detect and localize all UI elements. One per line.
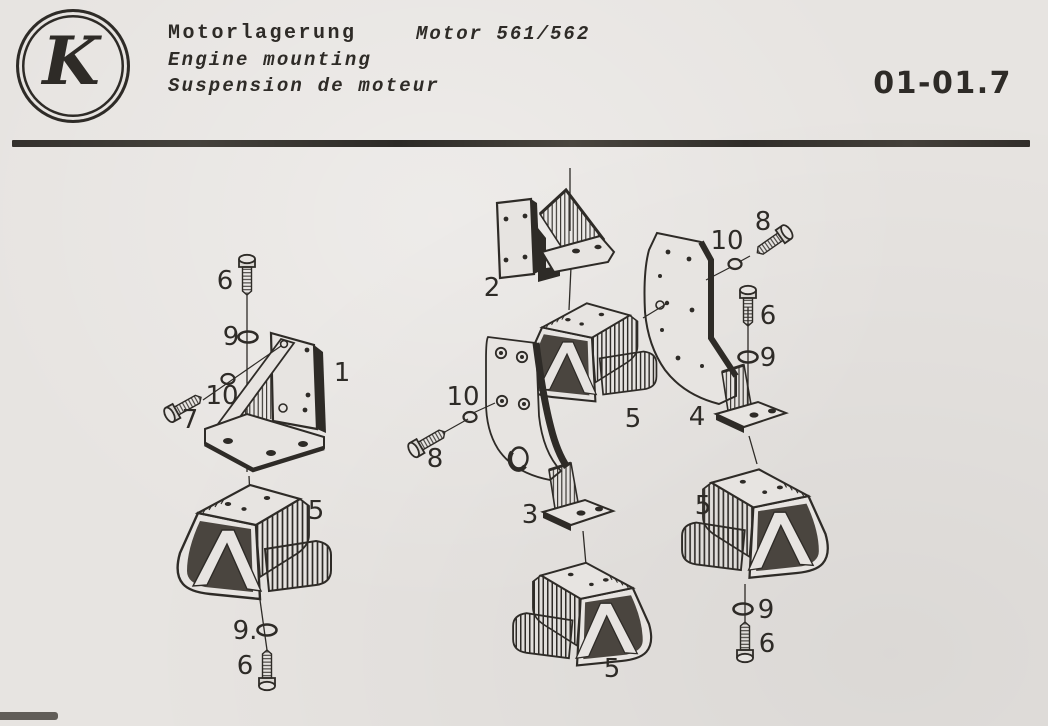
part-number-callout: 6 [216, 266, 234, 296]
motor-model: Motor 561/562 [416, 23, 591, 45]
part-number-callout: 1 [333, 358, 351, 388]
part-number-callout: 10 [205, 381, 239, 411]
scan-corner-mark [0, 712, 58, 720]
part-number-callout: 9 [757, 595, 775, 625]
bolt-6-bottom-right-icon [737, 622, 753, 662]
exploded-diagram-svg [0, 150, 1048, 726]
washer-9-bottom-left-icon [258, 625, 277, 636]
part-number-callout: 10 [446, 382, 480, 412]
part-number-callout: 2 [483, 273, 501, 303]
title-block [168, 22, 728, 101]
part-number-callout: 5 [624, 404, 642, 434]
part-number-callout: 5 [307, 496, 325, 526]
brand-logo-letter: K [42, 22, 100, 100]
engine-mount-right-drawing [682, 469, 828, 577]
bolt-6-right-icon [740, 286, 756, 326]
part-number-callout: 6 [759, 301, 777, 331]
bracket-1-drawing [205, 333, 326, 470]
brand-logo [16, 9, 130, 123]
part-number-callout: 8 [754, 207, 772, 237]
title-french: Suspension de moteur [168, 75, 441, 97]
page-number: 01-01.7 [873, 66, 1012, 101]
bracket-2-drawing [497, 190, 614, 282]
part-number-callout: 6 [758, 629, 776, 659]
part-number-callout: 9 [222, 322, 240, 352]
washer-10-middle-icon [464, 412, 477, 422]
title-german: Motorlagerung [168, 22, 357, 45]
bolt-6-top-left-icon [239, 255, 255, 295]
part-number-callout: 3 [521, 500, 539, 530]
engine-mount-left-drawing [178, 485, 331, 599]
part-number-callout: 9 [759, 343, 777, 373]
part-number-callout: 5 [694, 491, 712, 521]
title-english: Engine mounting [168, 49, 373, 71]
plate-4-pin-dot [665, 301, 669, 305]
engine-mount-bottom-drawing [513, 563, 651, 666]
part-number-callout: 7 [181, 405, 199, 435]
bolt-7-icon [162, 390, 205, 423]
part-number-callout: 9. [232, 616, 258, 646]
part-number-callout: 5 [603, 654, 621, 684]
plate-4-drawing [645, 233, 787, 433]
header-rule [12, 140, 1030, 147]
bolt-8-middle-icon [406, 425, 449, 459]
exploded-diagram [0, 150, 1048, 726]
part-number-callout: 8 [426, 444, 444, 474]
part-number-callout: 4 [688, 402, 706, 432]
washer-9-bottom-right-icon [734, 604, 753, 615]
bolt-8-right-icon [753, 223, 795, 259]
washer-9-left-icon [239, 332, 258, 343]
washer-10-right-icon [729, 259, 742, 269]
part-number-callout: 10 [710, 226, 744, 256]
part-number-callout: 6 [236, 651, 254, 681]
bolt-6-bottom-left-icon [259, 650, 275, 690]
